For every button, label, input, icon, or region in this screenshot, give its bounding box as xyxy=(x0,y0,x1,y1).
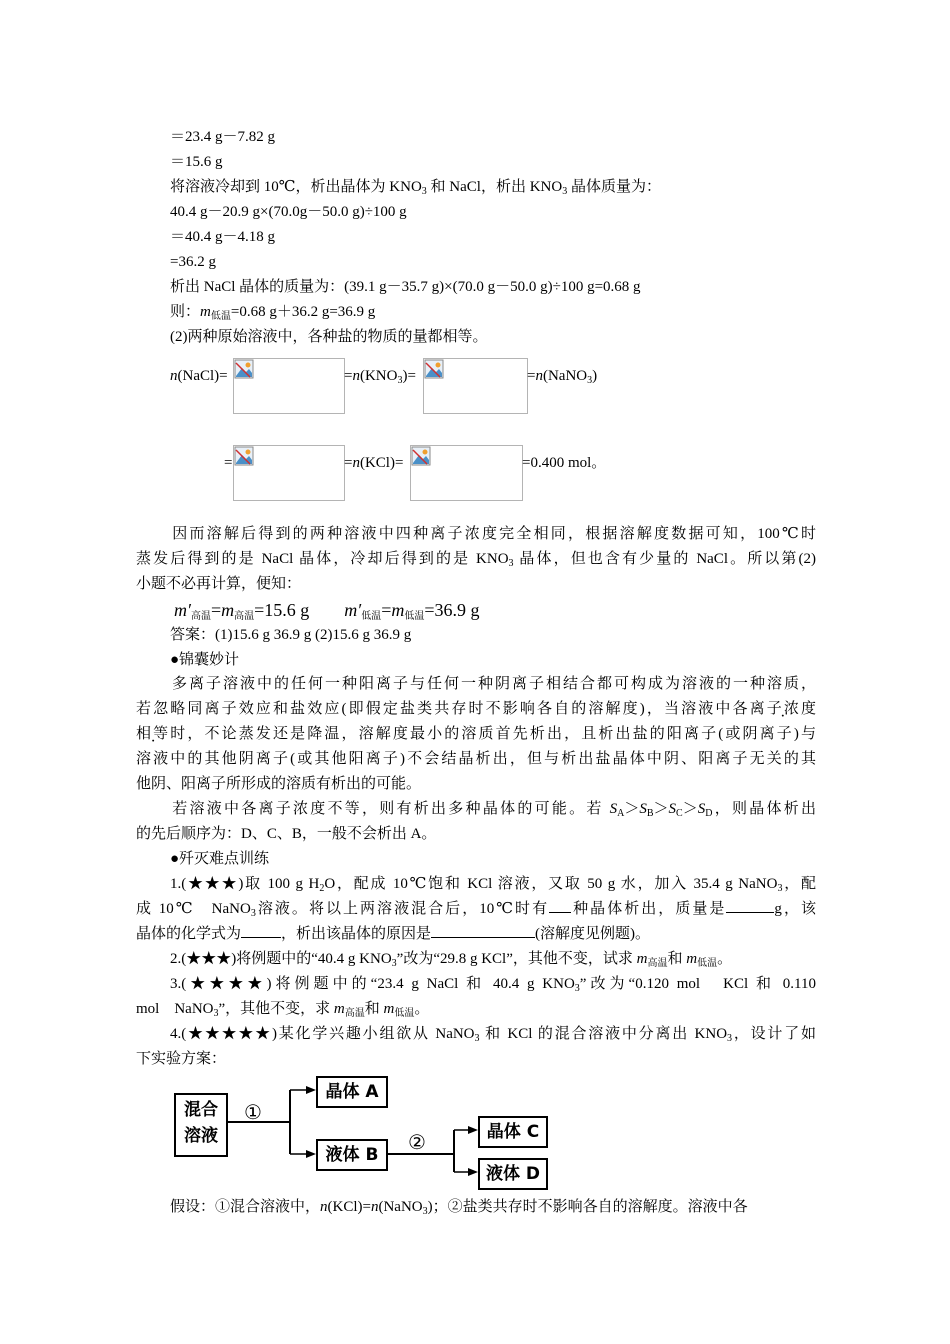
calc-line-7: 析出 NaCl 晶体的质量为：(39.1 g－35.7 g)×(70.0 g－50.0 g)÷100 g=0.68 g xyxy=(170,279,641,295)
broken-image-icon xyxy=(411,446,431,466)
formula-image-placeholder xyxy=(423,358,528,414)
flow-box-liquid-d: 液体 D xyxy=(478,1158,548,1190)
emphasis-text: 离子浓度 xyxy=(749,701,816,717)
calc-line-4: 40.4 g－20.9 g×(70.0g－50.0 g)÷100 g xyxy=(170,204,407,220)
text-line: 溶液中的其他阴离子(或其他阳离子)不会结晶析出，但与析出盐晶体中阴、阳离子无关的其 xyxy=(136,751,816,767)
text-line: 晶体的化学式为 ，析出该晶体的原因是 (溶解度见例题)。 xyxy=(136,922,816,947)
calc-line-3: 将溶液冷却到 10℃，析出晶体为 $KNO_3$ 和 NaCl，析出 $KNO_3$ 晶体质量为： xyxy=(170,179,661,197)
text-line: 多离子溶液中的任何一种阳离子与任何一种阴离子相结合都可构成为溶液的一种溶质， xyxy=(170,676,816,692)
formula-image-placeholder xyxy=(233,358,345,414)
formula-image-placeholder xyxy=(410,445,523,501)
question-2 xyxy=(136,947,816,972)
step-2-label: ② xyxy=(408,1130,426,1154)
eq-result-value: =0.400 mol。 xyxy=(522,455,607,471)
section-heading-training: ●歼灭难点训练 xyxy=(170,851,270,867)
text-line: 蒸发后得到的是 NaCl 晶体，冷却后得到的是 $KNO_3$ 晶体，但也含有少量的 NaCl。所以第(2) xyxy=(136,551,817,569)
emphasis-text: 相等 xyxy=(136,726,171,742)
assumption-line: 假设：①混合溶液中，n(KCl)=n(NaNO$_3$)；②盐类共存时不影响各自的溶解度。溶液中各 xyxy=(170,1199,748,1217)
question-1 xyxy=(136,872,816,947)
flow-box-crystal-c: 晶体 C xyxy=(478,1116,548,1148)
eq-kcl-label: =n(KCl)= xyxy=(344,455,404,471)
step-1-label: ① xyxy=(244,1100,262,1124)
text-line: 因而溶解后得到的两种溶液中四种离子浓度完全相同，根据溶解度数据可知，100℃时 xyxy=(170,526,816,542)
broken-image-icon xyxy=(234,446,254,466)
flow-box-mixture: 混合 溶液 xyxy=(174,1093,228,1157)
broken-image-icon xyxy=(234,359,254,379)
eq-row2-start: = xyxy=(224,455,233,471)
broken-image-icon xyxy=(424,359,444,379)
text-line: 2.(★★★)将例题中的“40.4 g $KNO_3$”改为“29.8 g KCl”，其他不变，试求 $m_{高温}$和 $m_{低温}$。 xyxy=(170,951,733,969)
text-line: 相等时，不论蒸发还是降温，溶解度最小的溶质首先析出，且析出盐的阳离子(或阴离子)与 xyxy=(136,726,816,742)
explanation-paragraph xyxy=(136,522,816,597)
text-line: 3.(★★★★)将例题中的“23.4 g NaCl 和 40.4 g $KNO_3$”改为“0.120 mol KCl 和 0.110 xyxy=(170,976,816,994)
answer-blank[interactable] xyxy=(549,897,571,913)
answer-line: 答案：(1)15.6 g 36.9 g (2)15.6 g 36.9 g xyxy=(170,627,412,643)
tips-paragraph xyxy=(136,672,816,797)
eq-nacl-label: n(NaCl)= xyxy=(170,368,228,384)
text-line: 成 10℃ NaNO$_3$溶液。将以上两溶液混合后，10℃时有 种晶体析出，质量是 g，该 xyxy=(136,897,816,922)
question-4 xyxy=(136,1022,816,1072)
answer-blank[interactable] xyxy=(431,922,535,938)
result-masses: $m'_{高温}=m_{高温}=15.6$ g $m'_{低温}=m_{低温}=36.9$ g xyxy=(174,600,480,622)
answer-blank[interactable] xyxy=(241,922,281,938)
text-line: 他阴、阳离子所形成的溶质有析出的可能。 xyxy=(136,776,422,792)
calc-line-8: 则：$m_{低温}=0.68$ g＋36.2 g=36.9 g xyxy=(170,304,376,322)
flow-box-liquid-b: 液体 B xyxy=(316,1139,388,1171)
calc-line-9: (2)两种原始溶液中，各种盐的物质的量都相等。 xyxy=(170,329,488,345)
text-line: mol NaNO$_3$”，其他不变，求 $m_{高温}$和 $m_{低温}$。 xyxy=(136,1001,430,1019)
text-line: 的先后顺序为：D、C、B，一般不会析出 A。 xyxy=(136,826,437,842)
answer-blank[interactable] xyxy=(726,897,774,913)
question-3 xyxy=(136,972,816,1022)
formula-image-placeholder xyxy=(233,445,345,501)
text-line: 小题不必再计算，便知： xyxy=(136,576,302,592)
section-heading-tips: ●锦囊妙计 xyxy=(170,652,240,668)
text-line: 若溶液中各离子浓度不等，则有析出多种晶体的可能。若 $S_A>S_B>S_C>S_D$，则晶体析出 xyxy=(170,801,816,819)
text-line: 4.(★★★★★)某化学兴趣小组欲从 NaNO$_3$ 和 KCl 的混合溶液中分离出 $KNO_3$，设计了如 xyxy=(170,1026,816,1044)
text-line: 1.(★★★)取 100 g $H_2O$，配成 10℃饱和 KCl 溶液，又取 50 g 水，加入 35.4 g NaNO$_3$，配 xyxy=(170,876,816,894)
order-paragraph xyxy=(136,797,816,847)
text-line: 下实验方案： xyxy=(136,1051,227,1067)
eq-kno3-label: $=n(KNO_3)=$ xyxy=(344,368,416,386)
calc-line-6: =36.2 g xyxy=(170,254,216,270)
calc-line-5: ＝40.4 g－4.18 g xyxy=(170,229,276,245)
text-line: 若忽略同离子效应和盐效应(即假定盐类共存时不影响各自的溶解度)，当溶液中各离子浓度 xyxy=(136,701,816,717)
calc-line-2: ＝15.6 g xyxy=(170,154,223,170)
calc-line-1: ＝23.4 g－7.82 g xyxy=(170,129,276,145)
flow-box-crystal-a: 晶体 A xyxy=(316,1076,388,1108)
eq-nano3-label: =n(NaNO$_3$) xyxy=(527,368,598,386)
